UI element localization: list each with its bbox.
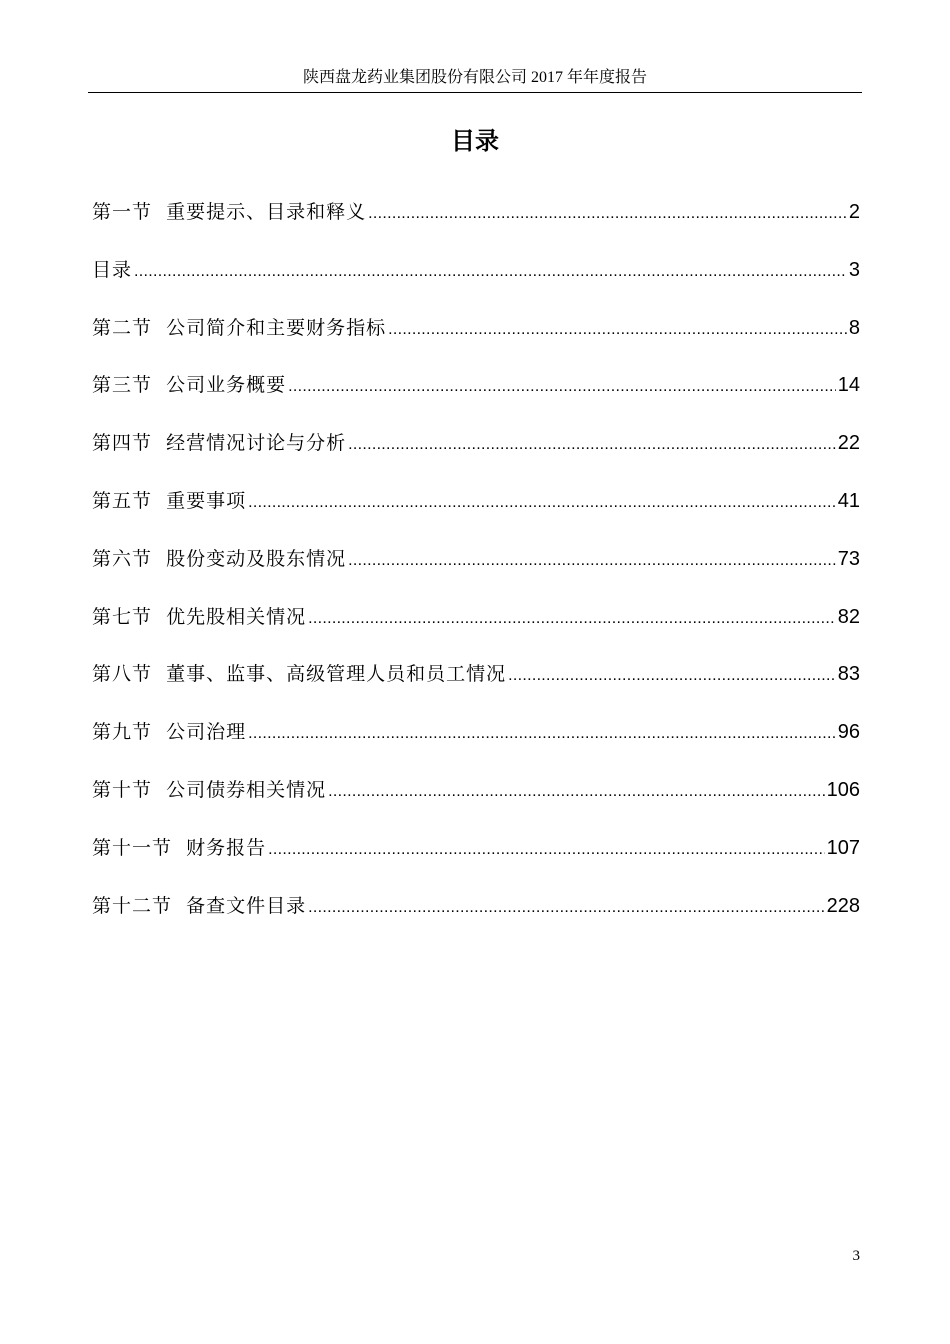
toc-entry-page: 73: [837, 547, 860, 570]
toc-entry-page: 8: [848, 316, 860, 339]
toc-dot-leader: [308, 605, 836, 633]
toc-dot-leader: [248, 489, 836, 517]
toc-entry[interactable]: [92, 198, 860, 256]
toc-entry-label: 第八节 董事、监事、高级管理人员和员工情况: [92, 663, 507, 686]
page-number: 3: [852, 1248, 860, 1264]
toc-dot-leader: [348, 547, 836, 575]
toc-dot-leader: [248, 720, 836, 748]
toc-entry-page: 82: [837, 605, 860, 628]
toc-entry[interactable]: [92, 545, 860, 603]
toc-dot-leader: [348, 431, 836, 459]
toc-entry-page: 14: [837, 374, 860, 397]
toc-entry-label: 第五节 重要事项: [92, 489, 247, 512]
toc-dot-leader: [268, 836, 825, 864]
toc-entry-label: 目录: [92, 258, 133, 281]
toc-dot-leader: [368, 200, 847, 228]
toc-title: 目录: [451, 127, 499, 155]
toc-entry-label: 第七节 优先股相关情况: [92, 605, 307, 628]
toc-dot-leader: [388, 316, 847, 344]
page-header: [88, 66, 862, 93]
toc-entry-page: 96: [837, 721, 860, 744]
toc-entry[interactable]: [92, 429, 860, 487]
toc-entry-label: 第九节 公司治理: [92, 721, 247, 744]
toc-dot-leader: [328, 778, 825, 806]
toc-entry-label: 第十节 公司债券相关情况: [92, 778, 327, 801]
toc-entry[interactable]: [92, 776, 860, 834]
toc-entry[interactable]: [92, 487, 860, 545]
toc-entry-page: 107: [826, 836, 860, 859]
toc-entry[interactable]: [92, 371, 860, 429]
table-of-contents: [92, 198, 860, 949]
toc-entry[interactable]: [92, 603, 860, 661]
toc-entry[interactable]: [92, 718, 860, 776]
header-text: 陕西盘龙药业集团股份有限公司 2017 年年度报告: [302, 69, 647, 86]
toc-entry[interactable]: [92, 314, 860, 372]
toc-entry-page: 2: [848, 201, 860, 223]
toc-dot-leader: [134, 258, 847, 286]
toc-entry[interactable]: [92, 834, 860, 892]
toc-entry-page: 83: [837, 663, 860, 686]
toc-entry-label: 第二节 公司简介和主要财务指标: [92, 316, 387, 339]
toc-entry-page: 41: [837, 489, 860, 512]
toc-dot-leader: [308, 894, 825, 922]
toc-entry-label: 第四节 经营情况讨论与分析: [92, 432, 347, 455]
toc-entry[interactable]: [92, 660, 860, 718]
toc-entry-label: 第三节 公司业务概要: [92, 374, 287, 397]
toc-entry-label: 第六节 股份变动及股东情况: [92, 547, 347, 570]
toc-entry-label: 第十一节 财务报告: [92, 836, 267, 859]
toc-entry-label: 第一节 重要提示、目录和释义: [92, 201, 367, 223]
toc-entry-page: 106: [826, 778, 860, 801]
toc-dot-leader: [288, 373, 836, 401]
toc-entry[interactable]: [92, 256, 860, 314]
toc-dot-leader: [508, 662, 836, 690]
toc-entry-page: 3: [848, 258, 860, 281]
toc-entry-label: 第十二节 备查文件目录: [92, 894, 307, 917]
toc-entry-page: 22: [837, 432, 860, 455]
toc-entry-page: 228: [826, 894, 860, 917]
toc-entry[interactable]: [92, 892, 860, 950]
